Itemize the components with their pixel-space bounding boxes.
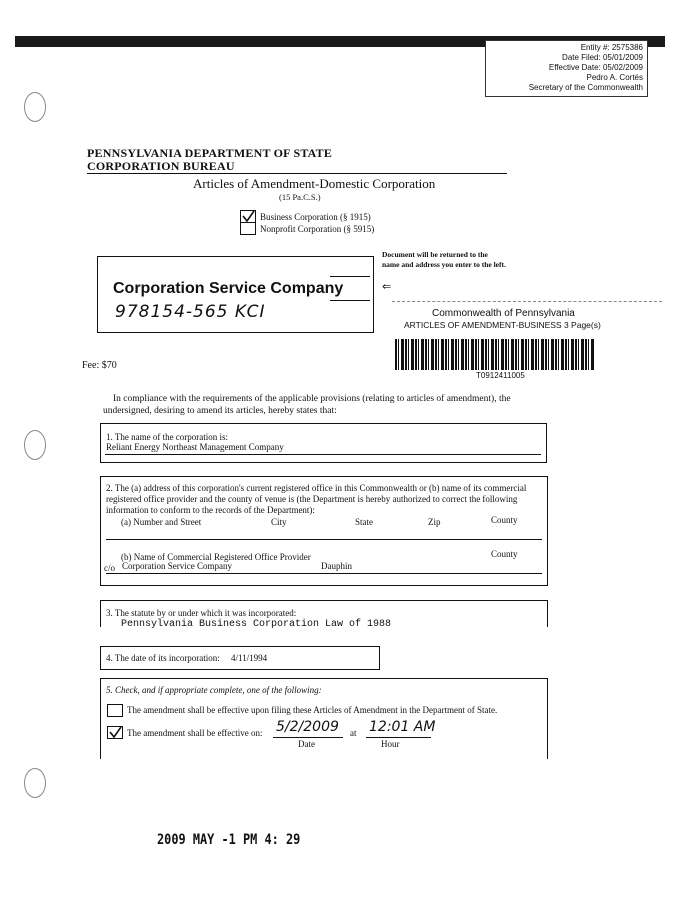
section5-time-rule [366, 737, 431, 738]
section1-rule [105, 454, 541, 455]
section5-opt1: The amendment shall be effective upon filing these Articles of Amendment in the Department of State. [127, 705, 498, 715]
option-nonprofit-label: Nonprofit Corporation (§ 5915) [260, 223, 375, 234]
section2-col-state: State [355, 517, 373, 527]
document-barcode [395, 339, 595, 370]
section2-rule-b [106, 573, 542, 574]
section1-value: Reliant Energy Northeast Management Company [106, 442, 284, 452]
punch-hole-top [24, 92, 46, 122]
section2-b-label: (b) Name of Commercial Registered Office Provider [121, 552, 311, 562]
stamp-entity: Entity #: 2575386 [580, 43, 643, 52]
section2-provider: Corporation Service Company [122, 561, 232, 571]
section1-label: 1. The name of the corporation is: [106, 432, 229, 442]
form-subtitle: (15 Pa.C.S.) [279, 192, 321, 202]
section5-date-rule [273, 737, 343, 738]
section5-opt2: The amendment shall be effective on: [127, 728, 263, 738]
checkmark-icon [108, 727, 122, 738]
commonwealth-line2: ARTICLES OF AMENDMENT-BUSINESS 3 Page(s) [404, 320, 601, 330]
section3-label: 3. The statute by or under which it was incorporated: [106, 608, 297, 618]
nonprofit-checkbox[interactable] [240, 222, 256, 235]
option-nonprofit[interactable] [240, 222, 374, 235]
barcode-divider [392, 301, 662, 302]
received-timestamp: 2009 MAY -1 PM 4: 29 [157, 832, 301, 848]
fee-text: Fee: $70 [82, 360, 117, 371]
bureau-heading: CORPORATION BUREAU [87, 159, 235, 173]
section2-b-county-label: County [491, 549, 518, 559]
commonwealth-line1: Commonwealth of Pennsylvania [432, 308, 575, 319]
checkmark-icon [241, 211, 255, 222]
section2-box [100, 476, 548, 586]
section5-date-caption: Date [298, 739, 315, 749]
filing-stamp [485, 40, 648, 97]
form-title: Articles of Amendment-Domestic Corporation [193, 176, 436, 191]
return-company: Corporation Service Company [113, 280, 344, 297]
return-handwritten-code: 978154-565 KCI [115, 302, 266, 322]
stamp-official: Pedro A. Cortés [586, 73, 643, 82]
section5-hour-caption: Hour [381, 739, 400, 749]
return-note: Document will be returned to the name and address you enter to the left. [382, 250, 506, 269]
punch-hole-middle [24, 430, 46, 460]
section2-col-county: County [491, 515, 518, 525]
punch-hole-bottom [24, 768, 46, 798]
section4-box [100, 646, 380, 670]
section4-label: 4. The date of its incorporation: [106, 653, 220, 663]
stamp-effective-date: Effective Date: 05/02/2009 [548, 63, 643, 72]
section5-label: 5. Check, and if appropriate complete, one of the following: [106, 685, 322, 695]
section5-at: at [350, 728, 357, 738]
section5-time: 12:01 AM [369, 719, 436, 735]
section2-county: Dauphin [321, 561, 352, 571]
section5-opt1-checkbox[interactable] [107, 704, 123, 717]
option-business-label: Business Corporation (§ 1915) [260, 211, 371, 222]
section2-co: c/o [104, 563, 115, 573]
section2-col-city: City [271, 517, 287, 527]
section3-value: Pennsylvania Business Corporation Law of 1988 [121, 619, 392, 630]
section3-box [100, 600, 548, 630]
section2-col-zip: Zip [428, 517, 441, 527]
barcode-number: T0912411005 [476, 371, 525, 380]
section5-box [100, 678, 548, 759]
stamp-date-filed: Date Filed: 05/01/2009 [562, 53, 643, 62]
section2-col-street: (a) Number and Street [121, 517, 202, 527]
department-heading: PENNSYLVANIA DEPARTMENT OF STATE [87, 146, 333, 160]
return-line-2 [330, 300, 370, 301]
header-rule [87, 173, 507, 174]
section1-box [100, 423, 547, 463]
section5-date: 5/2/2009 [276, 719, 339, 735]
section2-rule-a [106, 539, 542, 540]
intro-text: In compliance with the requirements of the applicable provisions (relating to articles of amendment), the undersigned, desiring to amend its articles, hereby states that: [103, 394, 511, 416]
return-arrow-icon: ⇐ [382, 281, 392, 293]
return-line-1 [330, 276, 370, 277]
stamp-official-title: Secretary of the Commonwealth [528, 83, 643, 92]
section2-label: 2. The (a) address of this corporation's current registered office in this Commonwealth or (b) name of its commercial registered office provider and the county of venue is (the Department is hereby authorized to correct the following information to conform to the records of the Department): [106, 483, 527, 515]
section4-value: 4/11/1994 [231, 653, 268, 663]
section5-opt2-checkbox[interactable] [107, 726, 123, 739]
